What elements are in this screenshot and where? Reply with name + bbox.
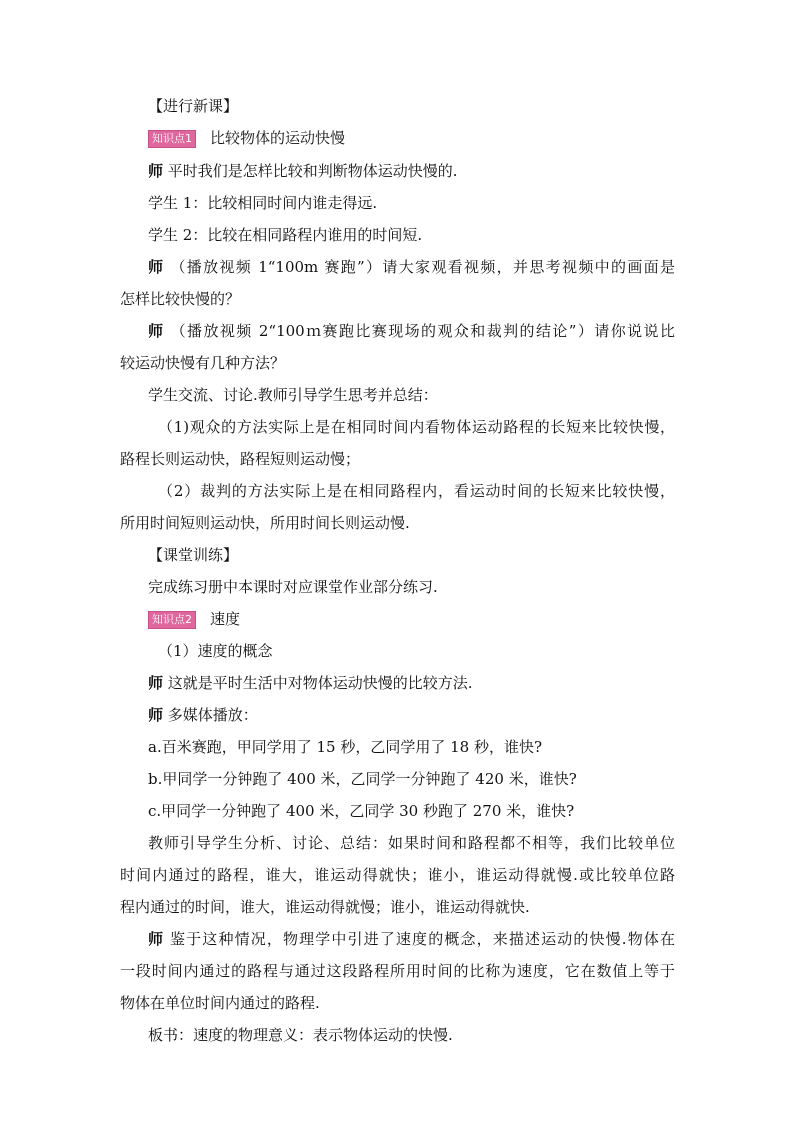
paragraph-text: 鉴于这种情况，物理学中引进了速度的概念，来描述运动的快慢.物体在 xyxy=(164,930,675,948)
paragraph-summary-line-2: 时间内通过的路程，谁大，谁运动得就快；谁小，谁运动得就慢.或比较单位路 xyxy=(120,866,675,884)
paragraph-teacher-6-line-1 xyxy=(148,929,675,949)
paragraph-referee-method-line-1: （2）裁判的方法实际上是在相同路程内，看运动时间的长短来比较快慢， xyxy=(158,482,675,500)
paragraph-teacher-6-line-3: 物体在单位时间内通过的路程. xyxy=(120,994,320,1012)
subheading-speed-concept: （1）速度的概念 xyxy=(158,642,273,660)
speaker-label: 师 xyxy=(148,930,165,948)
knowledge-point-1 xyxy=(148,128,675,148)
paragraph-audience-method-line-1: （1)观众的方法实际上是在相同时间内看物体运动路程的长短来比较快慢， xyxy=(158,418,675,436)
speaker-label: 师 xyxy=(148,258,165,276)
knowledge-point-title: 速度 xyxy=(210,610,241,628)
paragraph-referee-method-line-2: 所用时间短则运动快，所用时间长则运动慢. xyxy=(120,514,410,532)
paragraph-summary-line-3: 程内通过的时间，谁大，谁运动得就慢；谁小，谁运动得就快. xyxy=(120,898,530,916)
section-heading-class-training: 【课堂训练】 xyxy=(148,546,239,564)
paragraph-discussion: 学生交流、讨论.教师引导学生思考并总结： xyxy=(148,386,438,404)
paragraph-teacher-4 xyxy=(148,673,675,693)
paragraph-text: 平时我们是怎样比较和判断物体运动快慢的. xyxy=(163,162,458,180)
paragraph-student-2: 学生 2：比较在相同路程内谁用的时间短. xyxy=(148,226,423,244)
paragraph-teacher-6-line-2: 一段时间内通过的路程与通过这段路程所用时间的比称为速度，它在数值上等于 xyxy=(120,962,675,980)
speaker-label: 师 xyxy=(148,162,164,180)
paragraph-summary-line-1: 教师引导学生分析、讨论、总结：如果时间和路程都不相等，我们比较单位 xyxy=(148,834,675,852)
paragraph-teacher-2-line-1 xyxy=(148,257,675,277)
knowledge-point-badge: 知识点2 xyxy=(148,611,196,629)
paragraph-text: 这就是平时生活中对物体运动快慢的比较方法. xyxy=(163,674,473,692)
paragraph-teacher-3-line-2: 较运动快慢有几种方法？ xyxy=(120,354,286,372)
section-heading-new-lesson: 【进行新课】 xyxy=(148,97,239,115)
paragraph-text: 多媒体播放： xyxy=(163,706,258,724)
question-c: c.甲同学一分钟跑了 400 米，乙同学 30 秒跑了 270 米，谁快? xyxy=(148,802,575,820)
speaker-label: 师 xyxy=(148,706,164,724)
knowledge-point-title: 比较物体的运动快慢 xyxy=(210,129,346,147)
paragraph-text: （播放视频 1“100m 赛跑”）请大家观看视频，并思考视频中的画面是 xyxy=(164,258,675,276)
paragraph-student-1: 学生 1：比较相同时间内谁走得远. xyxy=(148,194,378,212)
paragraph-board-note: 板书：速度的物理意义：表示物体运动的快慢. xyxy=(148,1026,453,1044)
question-b: b.甲同学一分钟跑了 400 米，乙同学一分钟跑了 420 米，谁快? xyxy=(148,770,577,788)
paragraph-teacher-1 xyxy=(148,161,675,181)
paragraph-teacher-3-line-1 xyxy=(148,321,675,341)
speaker-label: 师 xyxy=(148,674,164,692)
paragraph-audience-method-line-2: 路程长则运动快，路程短则运动慢； xyxy=(120,450,361,468)
knowledge-point-badge: 知识点1 xyxy=(148,130,196,148)
knowledge-point-2 xyxy=(148,609,675,629)
paragraph-teacher-5 xyxy=(148,705,675,725)
question-a: a.百米赛跑，甲同学用了 15 秒，乙同学用了 18 秒，谁快? xyxy=(148,738,543,756)
paragraph-text: （播放视频 2“100ｍ赛跑比赛现场的观众和裁判的结论”）请你说说比 xyxy=(164,322,675,340)
paragraph-exercise: 完成练习册中本课时对应课堂作业部分练习. xyxy=(148,578,438,596)
paragraph-teacher-2-line-2: 怎样比较快慢的？ xyxy=(120,290,241,308)
speaker-label: 师 xyxy=(148,322,165,340)
